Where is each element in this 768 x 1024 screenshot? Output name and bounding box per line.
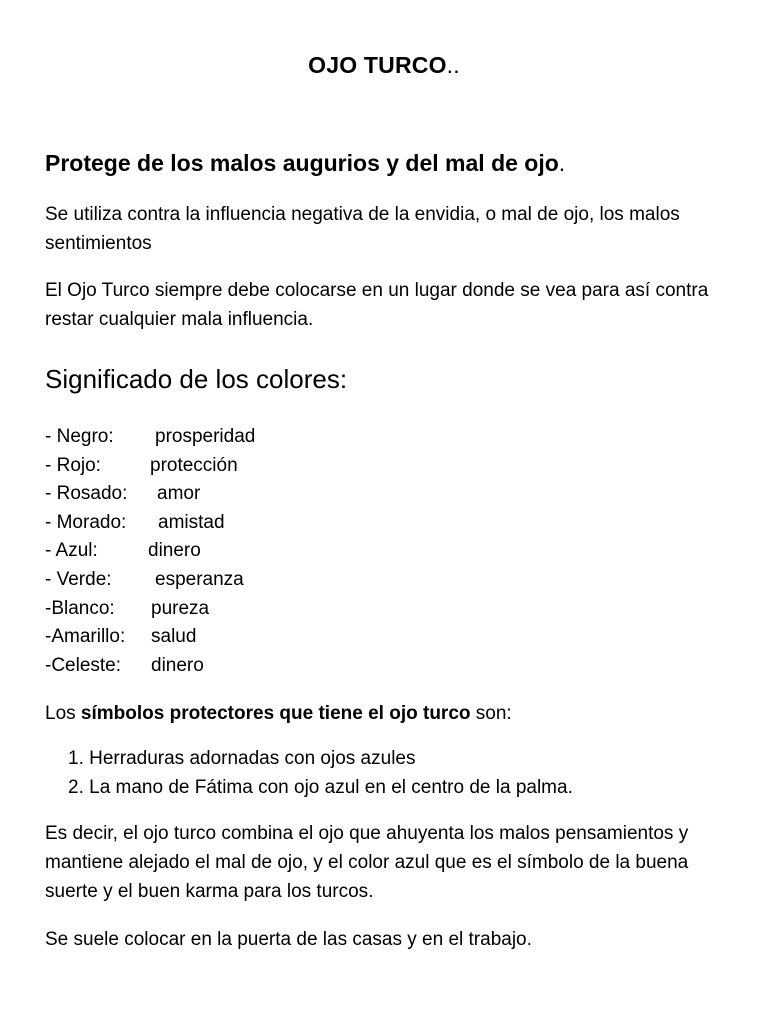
color-meaning: prosperidad bbox=[155, 426, 256, 447]
color-meaning: pureza bbox=[151, 597, 210, 619]
symbols-list bbox=[68, 744, 573, 802]
symbols-intro bbox=[45, 699, 512, 728]
paragraph-envy: Se utiliza contra la influencia negativa de la envidia, o mal de ojo, los malos sentimientos bbox=[45, 204, 680, 254]
color-item bbox=[45, 537, 445, 566]
color-item bbox=[45, 423, 445, 452]
color-item bbox=[45, 452, 445, 481]
color-meaning: protección bbox=[150, 454, 238, 476]
symbols-intro-suffix: son: bbox=[470, 703, 512, 724]
paragraph-location: Se suele colocar en la puerta de las casas y en el trabajo. bbox=[45, 929, 532, 950]
color-name: - Verde: bbox=[45, 568, 112, 590]
color-name: - Rosado: bbox=[45, 483, 128, 505]
colors-list bbox=[45, 423, 445, 680]
paragraph-placement: El Ojo Turco siempre debe colocarse en un lugar donde se vea para así contra restar cualquier mala influencia. bbox=[45, 280, 709, 330]
color-name: -Celeste: bbox=[45, 654, 122, 676]
symbol-item: 2. La mano de Fátima con ojo azul en el centro de la palma. bbox=[68, 777, 573, 798]
symbol-item: 1. Herraduras adornadas con ojos azules bbox=[68, 748, 416, 769]
subtitle-suffix: . bbox=[558, 150, 566, 176]
title-suffix: .. bbox=[446, 52, 460, 78]
page-title bbox=[0, 52, 768, 79]
color-name: - Azul: bbox=[45, 540, 98, 562]
subtitle bbox=[45, 150, 735, 177]
color-name: - Rojo: bbox=[45, 454, 101, 476]
color-name: - Negro: bbox=[45, 426, 114, 447]
color-meaning: dinero bbox=[148, 540, 201, 562]
color-meaning: esperanza bbox=[155, 568, 244, 590]
color-item bbox=[45, 480, 445, 509]
symbols-intro-prefix: Los bbox=[45, 703, 81, 724]
color-name: -Blanco: bbox=[45, 597, 115, 619]
color-item bbox=[45, 566, 445, 595]
color-meaning: dinero bbox=[151, 654, 204, 676]
subtitle-text: Protege de los malos augurios y del mal de ojo bbox=[45, 150, 559, 176]
color-item bbox=[45, 595, 445, 624]
color-item bbox=[45, 623, 445, 652]
color-meaning: amistad bbox=[158, 511, 225, 533]
color-name: - Morado: bbox=[45, 511, 127, 533]
paragraph-meaning: Es decir, el ojo turco combina el ojo que ahuyenta los malos pensamientos y mantiene alejado el mal de ojo, y el color azul que es el símbolo de la buena suerte y el buen karma para los turcos. bbox=[45, 823, 689, 902]
color-meaning: salud bbox=[151, 626, 197, 648]
symbols-intro-bold: símbolos protectores que tiene el ojo turco bbox=[80, 703, 471, 724]
color-item bbox=[45, 509, 445, 538]
color-name: -Amarillo: bbox=[45, 626, 126, 648]
color-meaning: amor bbox=[157, 483, 201, 505]
title-text: OJO TURCO bbox=[308, 52, 447, 78]
colors-heading: Significado de los colores: bbox=[45, 364, 348, 394]
color-item bbox=[45, 652, 445, 681]
